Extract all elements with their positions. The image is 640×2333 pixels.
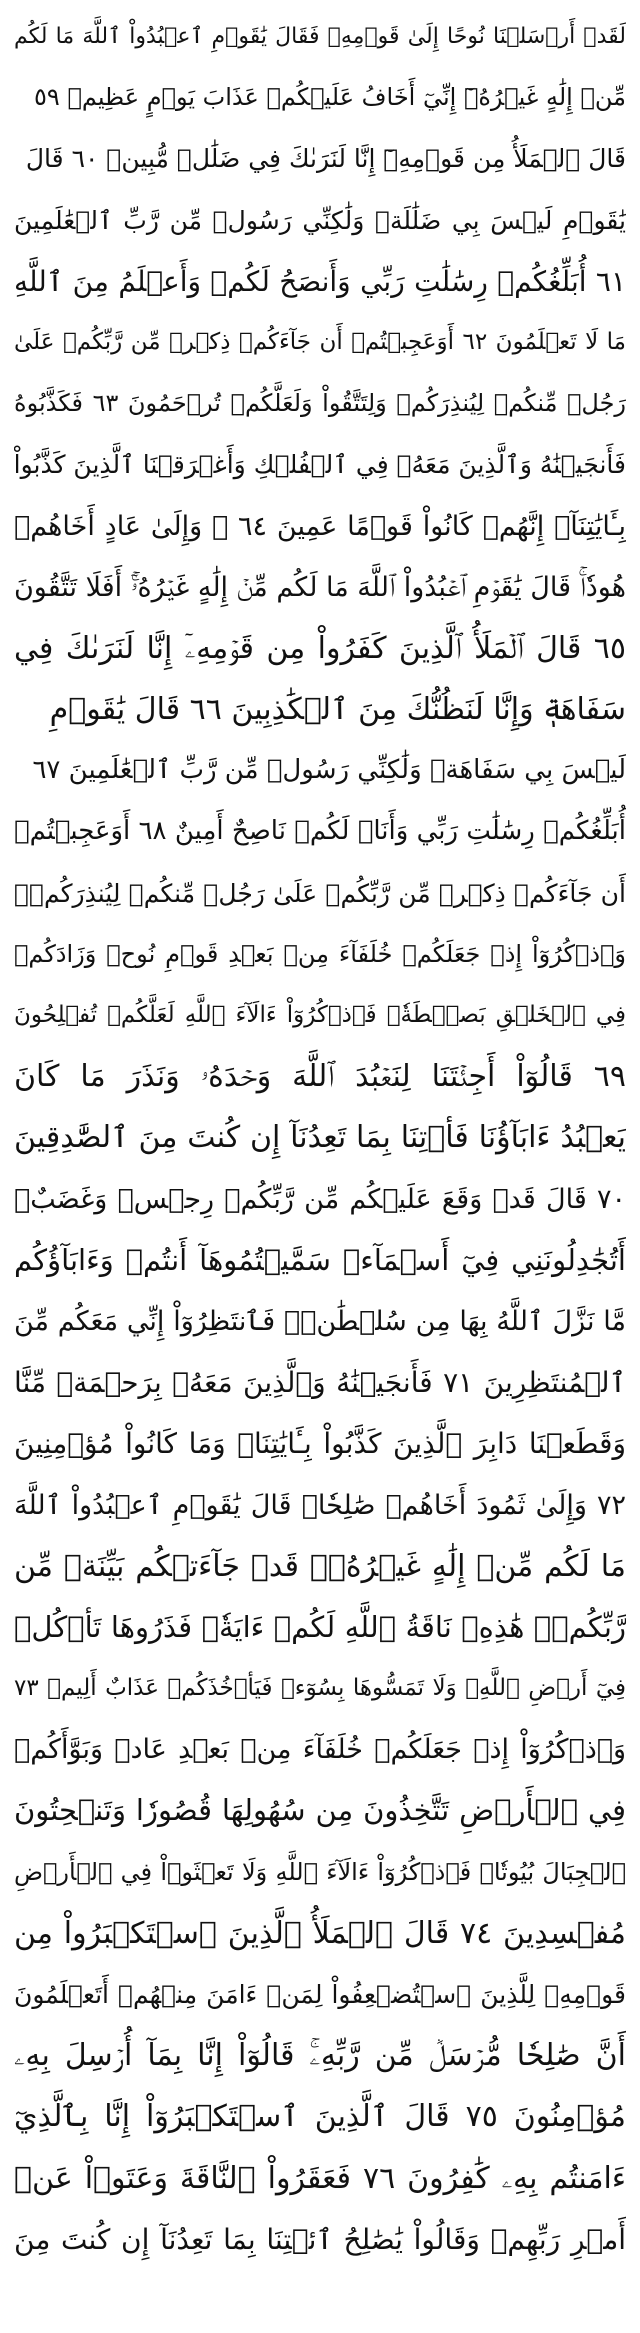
- verse-line: وَٱذۡكُرُوٓاْ إِذۡ جَعَلَكُمۡ خُلَفَآءَ مِنۢ بَعۡدِ عَادٖ وَبَوَّأَكُمۡ: [14, 1734, 626, 1766]
- verse-line: مَا لَكُم مِّنۡ إِلَٰهٍ غَيۡرُهُۥۖ قَدۡ جَآءَتۡكُم بَيِّنَةٞ مِّن: [14, 1548, 626, 1584]
- verse-line: قَالَ ٱلۡمَلَأُ مِن قَوۡمِهِۦٓ إِنَّا لَنَرَىٰكَ فِي ضَلَٰلٖ مُّبِينٖ ٦٠ قَالَ: [25, 144, 626, 174]
- verse-line: قَوۡمِهِۦ لِلَّذِينَ ٱسۡتُضۡعِفُواْ لِمَنۡ ءَامَنَ مِنۡهُمۡ أَتَعۡلَمُونَ: [14, 1980, 626, 2009]
- verse-line: بِـَٔايَٰتِنَآۚ إِنَّهُمۡ كَانُواْ قَوۡمًا عَمِينَ ٦٤ ۞ وَإِلَىٰ عَادٍ أَخَاهُمۡ: [14, 510, 626, 542]
- verse-line: أَمۡرِ رَبِّهِمۡ وَقَالُواْ يَٰصَٰلِحُ ٱئۡتِنَا بِمَا تَعِدُنَآ إِن كُنتَ مِنَ: [14, 2222, 626, 2256]
- verse-line: أَن جَآءَكُمۡ ذِكۡرٞ مِّن رَّبِّكُمۡ عَلَىٰ رَجُلٖ مِّنكُمۡ لِيُنذِرَكُمۡۚ: [14, 878, 626, 908]
- verse-line: ٧٠ قَالَ قَدۡ وَقَعَ عَلَيۡكُم مِّن رَّبِّكُمۡ رِجۡسٞ وَغَضَبٌۖ: [14, 1183, 626, 1215]
- verse-line: يَٰقَوۡمِ لَيۡسَ بِي ضَلَٰلَةٞ وَلَٰكِنِّي رَسُولٞ مِّن رَّبِّ ٱلۡعَٰلَمِينَ: [14, 205, 626, 235]
- verse-line: مِّنۡ إِلَٰهٍ غَيۡرُهُۥٓ إِنِّيٓ أَخَافُ عَلَيۡكُمۡ عَذَابَ يَوۡمٍ عَظِيمٖ ٥٩: [34, 83, 626, 112]
- verse-line: رَجُلٖ مِّنكُمۡ لِيُنذِرَكُمۡ وَلِتَتَّقُواْ وَلَعَلَّكُمۡ تُرۡحَمُونَ ٦٣ فَكَذَّبُوهُ: [14, 389, 626, 418]
- verse-line: ٦٥ قَالَ ٱلۡمَلَأُ ٱلَّذِينَ كَفَرُواْ مِن قَوۡمِهِۦٓ إِنَّا لَنَرَىٰكَ فِي: [14, 630, 626, 666]
- verse-line: ٱلۡجِبَالَ بُيُوتٗاۖ فَٱذۡكُرُوٓاْ ءَالَآءَ ٱللَّهِ وَلَا تَعۡثَوۡاْ فِي ٱلۡأَرۡضِ: [14, 1857, 626, 1886]
- verse-line: ءَامَنتُم بِهِۦ كَٰفِرُونَ ٧٦ فَعَقَرُواْ ٱلنَّاقَةَ وَعَتَوۡاْ عَنۡ: [14, 2160, 626, 2196]
- verse-line: فِي ٱلۡخَلۡقِ بَصۜۡطَةٗۖ فَٱذۡكُرُوٓاْ ءَالَآءَ ٱللَّهِ لَعَلَّكُمۡ تُفۡلِحُونَ: [14, 1002, 626, 1028]
- verse-line: لَقَدۡ أَرۡسَلۡنَا نُوحًا إِلَىٰ قَوۡمِهِۦ فَقَالَ يَٰقَوۡمِ ٱعۡبُدُواْ ٱللَّهَ مَا لَكُم: [14, 24, 626, 49]
- verse-line: سَفَاهَةٖ وَإِنَّا لَنَظُنُّكَ مِنَ ٱلۡكَٰذِبِينَ ٦٦ قَالَ يَٰقَوۡمِ: [49, 692, 626, 728]
- verse-line: ٧٢ وَإِلَىٰ ثَمُودَ أَخَاهُمۡ صَٰلِحٗاۚ قَالَ يَٰقَوۡمِ ٱعۡبُدُواْ ٱللَّهَ: [14, 1489, 626, 1521]
- verse-line: هُودٗاۚ قَالَ يَٰقَوۡمِ ٱعۡبُدُواْ ٱللَّهَ مَا لَكُم مِّنۡ إِلَٰهٍ غَيۡرُهُۥٓۚ أَفَلَا تَتَّقُونَ: [14, 571, 626, 603]
- verse-line: وَٱذۡكُرُوٓاْ إِذۡ جَعَلَكُمۡ خُلَفَآءَ مِنۢ بَعۡدِ قَوۡمِ نُوحٖ وَزَادَكُمۡ: [14, 939, 626, 968]
- verse-line: أُبَلِّغُكُمۡ رِسَٰلَٰتِ رَبِّي وَأَنَا۠ لَكُمۡ نَاصِحٌ أَمِينٌ ٦٨ أَوَعَجِبۡتُمۡ: [14, 816, 626, 847]
- verse-line: وَقَطَعۡنَا دَابِرَ ٱلَّذِينَ كَذَّبُواْ بِـَٔايَٰتِنَاۖ وَمَا كَانُواْ مُؤۡمِنِينَ: [14, 1427, 626, 1461]
- verse-line: ٱلۡمُنتَظِرِينَ ٧١ فَأَنجَيۡنَٰهُ وَٱلَّذِينَ مَعَهُۥ بِرَحۡمَةٖ مِّنَّا: [14, 1366, 626, 1400]
- verse-line: أَنَّ صَٰلِحٗا مُّرۡسَلٞ مِّن رَّبِّهِۦۚ قَالُوٓاْ إِنَّا بِمَآ أُرۡسِلَ بِهِۦ: [14, 2038, 626, 2074]
- verse-line: ٦١ أُبَلِّغُكُمۡ رِسَٰلَٰتِ رَبِّي وَأَنصَحُ لَكُمۡ وَأَعۡلَمُ مِنَ ٱللَّهِ: [14, 264, 626, 298]
- verse-line: مَا لَا تَعۡلَمُونَ ٦٢ أَوَعَجِبۡتُمۡ أَن جَآءَكُمۡ ذِكۡرٞ مِّن رَّبِّكُمۡ عَلَىٰ: [14, 328, 626, 355]
- verse-line: مَّا نَزَّلَ ٱللَّهُ بِهَا مِن سُلۡطَٰنٖۚ فَٱنتَظِرُوٓاْ إِنِّي مَعَكُم مِّنَ: [14, 1305, 626, 1337]
- verse-line: أَتُجَٰدِلُونَنِي فِيٓ أَسۡمَآءٖ سَمَّيۡتُمُوهَآ أَنتُمۡ وَءَابَآؤُكُم: [14, 1242, 626, 1277]
- verse-line: رَّبِّكُمۡۖ هَٰذِهِۦ نَاقَةُ ٱللَّهِ لَكُمۡ ءَايَةٗۖ فَذَرُوهَا تَأۡكُلۡ: [14, 1609, 626, 1644]
- verse-line: فِي ٱلۡأَرۡضِ تَتَّخِذُونَ مِن سُهُولِهَا قُصُورٗا وَتَنۡحِتُونَ: [14, 1793, 626, 1828]
- verse-line: مُؤۡمِنُونَ ٧٥ قَالَ ٱلَّذِينَ ٱسۡتَكۡبَرُوٓاْ إِنَّا بِٱلَّذِيٓ: [14, 2099, 626, 2135]
- verse-line: فِيٓ أَرۡضِ ٱللَّهِۖ وَلَا تَمَسُّوهَا بِسُوٓءٖ فَيَأۡخُذَكُمۡ عَذَابٌ أَلِيمٞ ٧٣: [14, 1675, 626, 1702]
- verse-line: فَأَنجَيۡنَٰهُ وَٱلَّذِينَ مَعَهُۥ فِي ٱلۡفُلۡكِ وَأَغۡرَقۡنَا ٱلَّذِينَ كَذَّبُواْ: [14, 450, 626, 480]
- verse-lines: [14, 6, 626, 2270]
- verse-line: يَعۡبُدُ ءَابَآؤُنَا فَأۡتِنَا بِمَا تَعِدُنَآ إِن كُنتَ مِنَ ٱلصَّٰدِقِينَ: [14, 1120, 626, 1156]
- verse-line: مُفۡسِدِينَ ٧٤ قَالَ ٱلۡمَلَأُ ٱلَّذِينَ ٱسۡتَكۡبَرُواْ مِن: [14, 1915, 626, 1951]
- verse-line: لَيۡسَ بِي سَفَاهَةٞ وَلَٰكِنِّي رَسُولٞ مِّن رَّبِّ ٱلۡعَٰلَمِينَ ٦٧: [32, 755, 626, 786]
- verse-line: ٦٩ قَالُوٓاْ أَجِئۡتَنَا لِنَعۡبُدَ ٱللَّهَ وَحۡدَهُۥ وَنَذَرَ مَا كَانَ: [14, 1059, 626, 1095]
